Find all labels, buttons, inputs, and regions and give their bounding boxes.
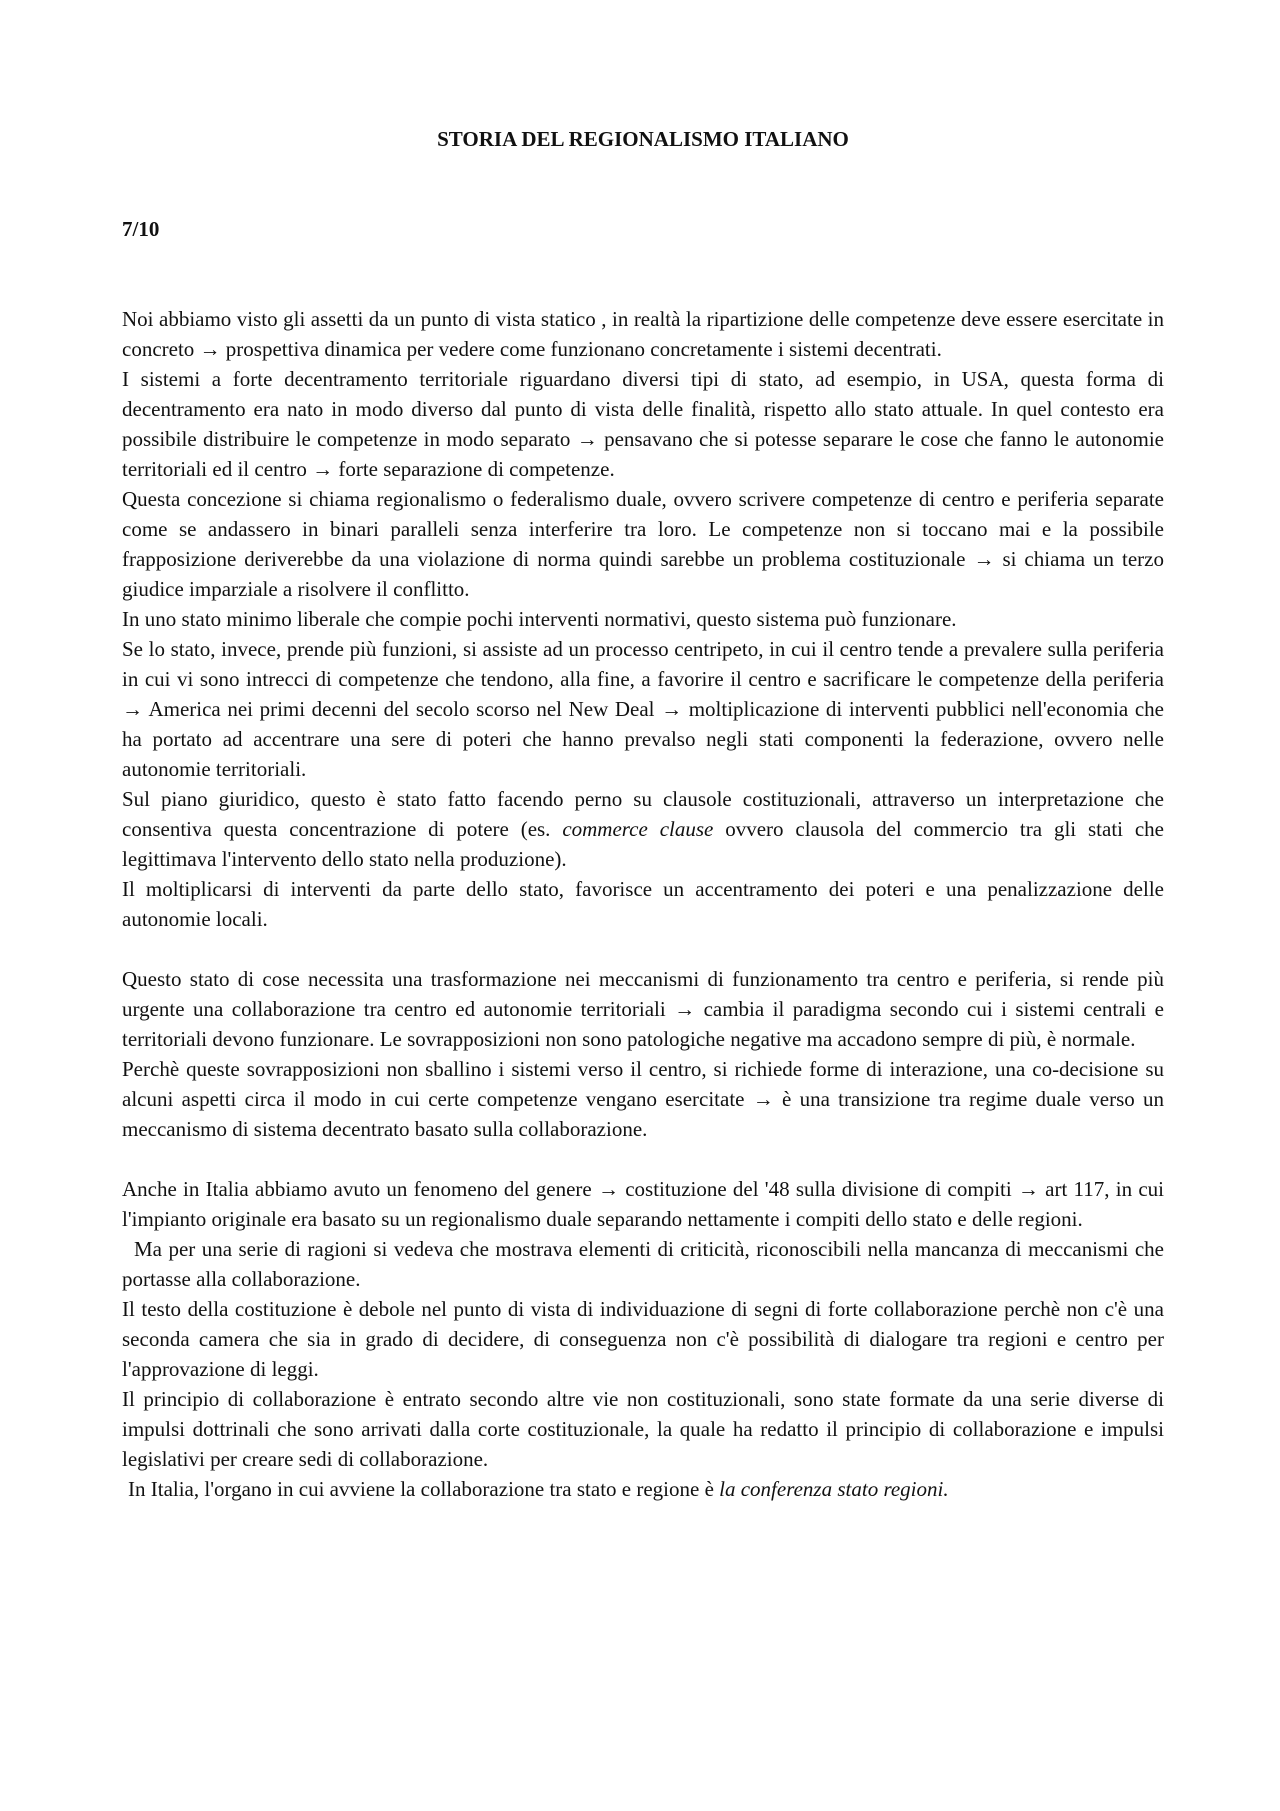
paragraph-14-italic: la conferenza stato regioni. xyxy=(719,1477,949,1501)
paragraph-10: Anche in Italia abbiamo avuto un fenomeno del genere → costituzione del '48 sulla divisione di compiti → art 117, in cui l'impianto originale era basato su un regionalismo duale separando nettamente i compiti dello stato e delle regioni. xyxy=(122,1177,1164,1231)
paragraph-6-italic: commerce clause xyxy=(562,817,714,841)
paragraph-6-before: Sul piano giuridico, questo è stato fatto facendo perno su clausole costituzionali, attraverso un interpretazione che consentiva questa concentrazione di potere (es. xyxy=(122,787,1164,841)
paragraph-12: Il testo della costituzione è debole nel punto di vista di individuazione di segni di forte collaborazione perchè non c'è una seconda camera che sia in grado di decidere, di conseguenza non c'è possibilità di dialogare tra regioni e centro per l'approvazione di leggi. xyxy=(122,1297,1164,1381)
paragraph-14-before: In Italia, l'organo in cui avviene la collaborazione tra stato e regione è xyxy=(128,1477,720,1501)
paragraph-9: Perchè queste sovrapposizioni non sballino i sistemi verso il centro, si richiede forme di interazione, una co-decisione su alcuni aspetti circa il modo in cui certe competenze vengano esercitate → è una transizione tra regime duale verso un meccanismo di sistema decentrato basato sulla collaborazione. xyxy=(122,1057,1164,1141)
paragraph-4: In uno stato minimo liberale che compie pochi interventi normativi, questo sistema può funzionare. xyxy=(122,607,957,631)
paragraph-11: Ma per una serie di ragioni si vedeva che mostrava elementi di criticità, riconoscibili nella mancanza di meccanismi che portasse alla collaborazione. xyxy=(122,1237,1164,1291)
paragraph-2: I sistemi a forte decentramento territoriale riguardano diversi tipi di stato, ad esempio, in USA, questa forma di decentramento era nato in modo diverso dal punto di vista delle finalità, rispetto allo stato attuale. In quel contesto era possibile distribuire le competenze in modo separato → pensavano che si potesse separare le cose che fanno le autonomie territoriali ed il centro → forte separazione di competenze. xyxy=(122,367,1164,481)
paragraph-7: Il moltiplicarsi di interventi da parte dello stato, favorisce un accentramento dei poteri e una penalizzazione delle autonomie locali. xyxy=(122,877,1164,931)
document-page xyxy=(122,124,1164,1504)
document-title: STORIA DEL REGIONALISMO ITALIANO xyxy=(437,127,849,151)
paragraph-gap xyxy=(122,934,1164,964)
paragraph-3: Questa concezione si chiama regionalismo o federalismo duale, ovvero scrivere competenze di centro e periferia separate come se andassero in binari paralleli senza interferire tra loro. Le competenze non si toccano mai e la possibile frapposizione deriverebbe da una violazione di norma quindi sarebbe un problema costituzionale → si chiama un terzo giudice imparziale a risolvere il conflitto. xyxy=(122,487,1164,601)
paragraph-1: Noi abbiamo visto gli assetti da un punto di vista statico , in realtà la ripartizione delle competenze deve essere esercitate in concreto → prospettiva dinamica per vedere come funzionano concretamente i sistemi decentrati. xyxy=(122,307,1164,361)
document-date: 7/10 xyxy=(122,217,160,241)
paragraph-6-after: ovvero clausola del commercio tra gli stati che legittimava l'intervento dello stato nella produzione). xyxy=(122,817,1164,871)
paragraph-14 xyxy=(122,1474,1164,1504)
paragraph-8: Questo stato di cose necessita una trasformazione nei meccanismi di funzionamento tra centro e periferia, si rende più urgente una collaborazione tra centro ed autonomie territoriali → cambia il paradigma secondo cui i sistemi centrali e territoriali devono funzionare. Le sovrapposizioni non sono patologiche negative ma accadono sempre di più, è normale. xyxy=(122,967,1164,1051)
document-body xyxy=(122,304,1164,1504)
paragraph-6 xyxy=(122,784,1164,874)
paragraph-5: Se lo stato, invece, prende più funzioni, si assiste ad un processo centripeto, in cui il centro tende a prevalere sulla periferia in cui vi sono intrecci di competenze che tendono, alla fine, a favorire il centro e sacrificare le competenze della periferia → America nei primi decenni del secolo scorso nel New Deal → moltiplicazione di interventi pubblici nell'economia che ha portato ad accentrare una sere di poteri che hanno prevalso negli stati componenti la federazione, ovvero nelle autonomie territoriali. xyxy=(122,637,1164,781)
paragraph-13: Il principio di collaborazione è entrato secondo altre vie non costituzionali, sono state formate da una serie diverse di impulsi dottrinali che sono arrivati dalla corte costituzionale, la quale ha redatto il principio di collaborazione e impulsi legislativi per creare sedi di collaborazione. xyxy=(122,1387,1164,1471)
paragraph-gap xyxy=(122,1144,1164,1174)
